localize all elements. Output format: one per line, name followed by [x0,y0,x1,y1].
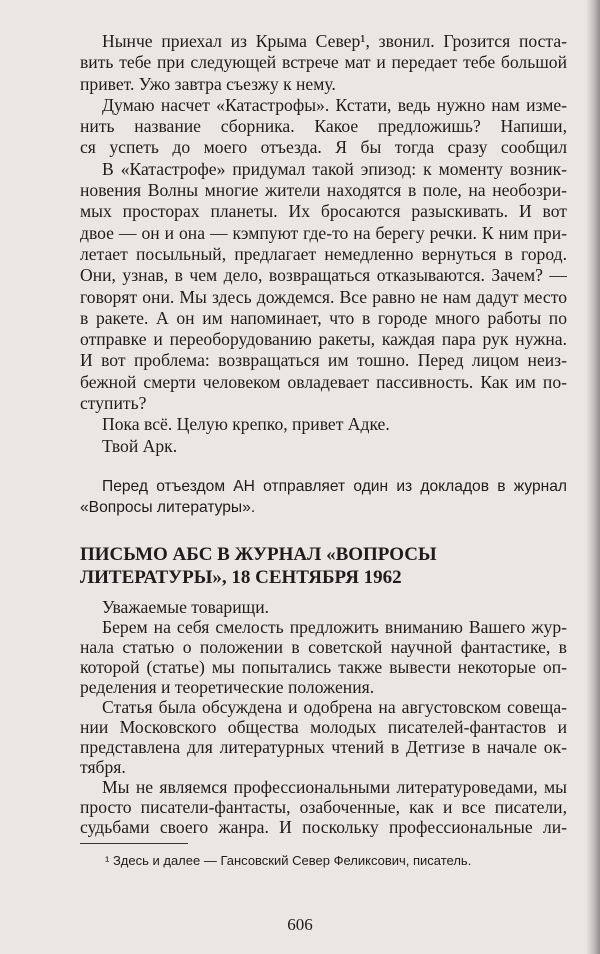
page-number: 606 [287,915,313,934]
text-line: которой (статье) мы попытались также вывести некоторые оп- [80,657,567,677]
text-line: представлена для литературных чтений в Детгизе в начале ок- [80,737,567,757]
letter-to-journal-text [80,597,567,837]
text-line: Твой Арк. [102,435,178,456]
text-line: вить тебе при следующей встрече мат и передает тебе большой [80,52,567,73]
text-line: ступить? [80,393,147,414]
text-line: нии Московского общества молодых писателей-фантастов и [80,717,567,737]
text-line: нала статью о положении в советской научной фантастике, в [80,637,567,657]
text-line: ределения и теоретические положения. [80,677,375,697]
text-line: отправке и переоборудованию ракеты, каждая пара рук нужна. [80,329,567,350]
text-line: Пока всё. Целую крепко, привет Адке. [102,414,390,435]
text-line: говорят они. Мы здесь дождемся. Все равно не нам дадут место [80,286,567,307]
text-line: И вот проблема: возвращаться им тошно. Перед лицом неиз- [80,350,567,371]
text-line: просто писатели-фантасты, озабоченные, как и все писатели, [80,797,567,817]
text-line: привет. Ужо завтра съезжу к нему. [80,73,336,94]
text-line: нить название сборника. Какое предложишь? Напиши, [80,116,567,137]
text-line: Статья была обсуждена и одобрена на августовском совеща- [102,697,567,717]
text-line: тября. [80,757,126,777]
text-line: ЛИТЕРАТУРЫ», 18 СЕНТЯБРЯ 1962 [80,567,402,588]
editorial-commentary [80,476,567,519]
letter-text [80,31,567,457]
text-line: летает посыльный, предлагает немедленно вернуться в город. [80,243,567,264]
text-line: Думаю насчет «Катастрофы». Кстати, ведь нужно нам изме- [102,94,567,115]
text-line: мых просторах планеты. Их бросаются разыскивать. И вот [80,201,567,222]
text-line: в ракете. А он им напоминает, что в городе много работы по [80,307,567,328]
text-line: бежной смерти человеком овладевает пассивность. Как им по- [80,371,567,392]
page-edge-shadow [586,0,600,954]
text-line: ся успеть до моего отъезда. Я бы тогда сразу сообщил [80,137,567,158]
text-line: Уважаемые товарищи. [102,597,270,617]
text-line: новения Волны многие жители находятся в поле, на необозри- [80,180,567,201]
text-line: Перед отъездом АН отправляет один из докладов в журнал [102,478,567,495]
text-line: В «Катастрофе» придумал такой эпизод: к моменту возник- [102,158,567,179]
text-line: Мы не являемся профессиональными литературоведами, мы [102,777,567,797]
footnote: ¹ Здесь и далее — Гансовский Север Феликсович, писатель. [105,853,472,868]
text-line: Они, узнав, в чем дело, возвращаться отказываются. Зачем? — [80,265,567,286]
text-line: Берем на себя смелость предложить вниманию Вашего жур- [102,617,567,637]
section-heading [80,543,567,589]
text-line: двое — он и она — кэмпуют где-то на берегу речки. К ним при- [80,222,567,243]
text-line: «Вопросы литературы». [80,499,256,517]
text-line: ПИСЬМО АБС В ЖУРНАЛ «ВОПРОСЫ [80,544,437,565]
text-line: судьбами своего жанра. И поскольку профессиональные ли- [80,817,567,837]
footnote-divider [80,843,188,844]
text-line: Нынче приехал из Крыма Север¹, звонил. Грозится поста- [102,31,567,51]
